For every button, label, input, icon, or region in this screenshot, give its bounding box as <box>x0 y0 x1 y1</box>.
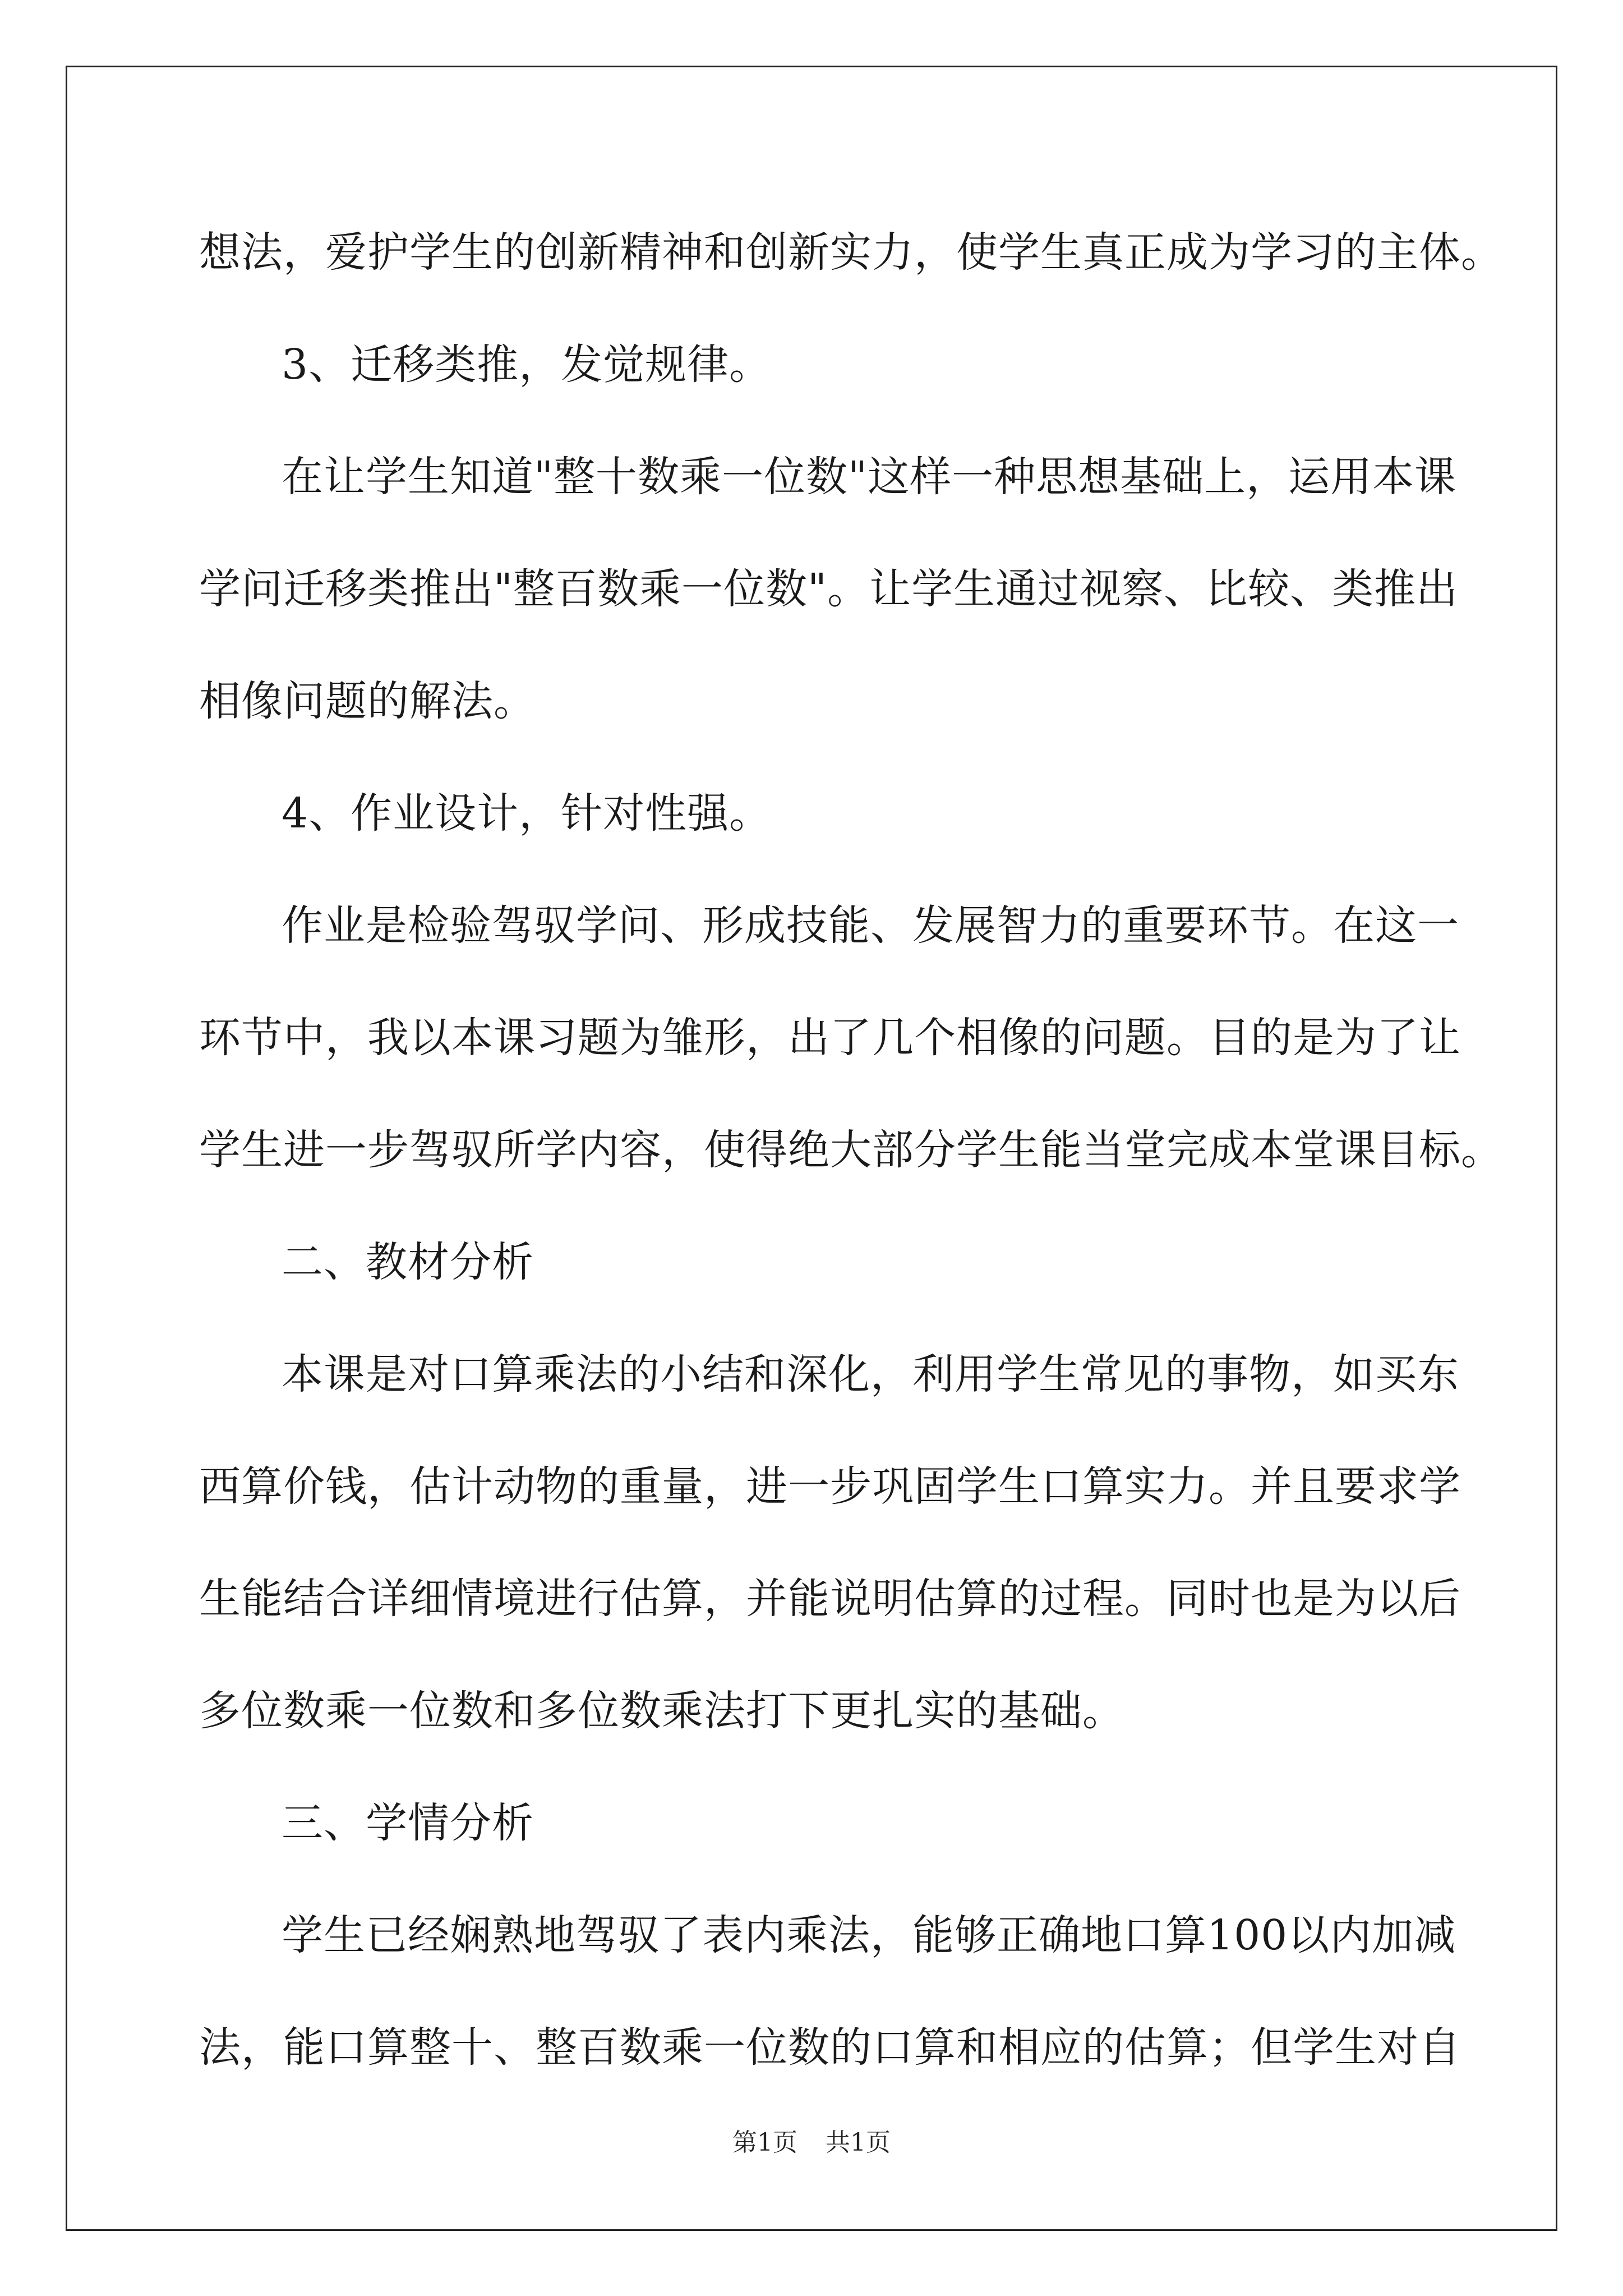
text-line: 在让学生知道"整十数乘一位数"这样一种思想基础上，运用本课 <box>282 453 1457 501</box>
text-line: 本课是对口算乘法的小结和深化，利用学生常见的事物，如买东 <box>282 1350 1459 1398</box>
text-line: 法，能口算整十、整百数乘一位数的口算和相应的估算；但学生对自 <box>199 2023 1461 2072</box>
page-footer <box>0 2126 1623 2160</box>
text-line: 学生已经娴熟地驾驭了表内乘法，能够正确地口算100以内加减 <box>282 1911 1456 1959</box>
section-heading: 三、学情分析 <box>282 1799 534 1847</box>
page-total: 共1页 <box>826 2128 891 2157</box>
text-line: 相像问题的解法。 <box>199 677 536 725</box>
section-heading: 二、教材分析 <box>282 1238 534 1286</box>
text-line: 学生进一步驾驭所学内容，使得绝大部分学生能当堂完成本堂课目标。 <box>199 1126 1503 1174</box>
text-line: 4、作业设计，针对性强。 <box>282 789 772 838</box>
page-number: 第1页 <box>732 2128 797 2157</box>
text-line: 多位数乘一位数和多位数乘法打下更扎实的基础。 <box>199 1687 1124 1735</box>
text-line: 环节中，我以本课习题为雏形，出了几个相像的问题。目的是为了让 <box>199 1014 1461 1062</box>
text-line: 学问迁移类推出"整百数乘一位数"。让学生通过视察、比较、类推出 <box>199 565 1459 613</box>
text-line: 生能结合详细情境进行估算，并能说明估算的过程。同时也是为以后 <box>199 1575 1461 1623</box>
text-line: 西算价钱，估计动物的重量，进一步巩固学生口算实力。并且要求学 <box>199 1462 1461 1511</box>
text-line: 作业是检验驾驭学问、形成技能、发展智力的重要环节。在这一 <box>282 901 1459 950</box>
text-line: 3、迁移类推，发觉规律。 <box>282 341 772 389</box>
text-line: 想法，爱护学生的创新精神和创新实力，使学生真正成为学习的主体。 <box>199 228 1503 277</box>
